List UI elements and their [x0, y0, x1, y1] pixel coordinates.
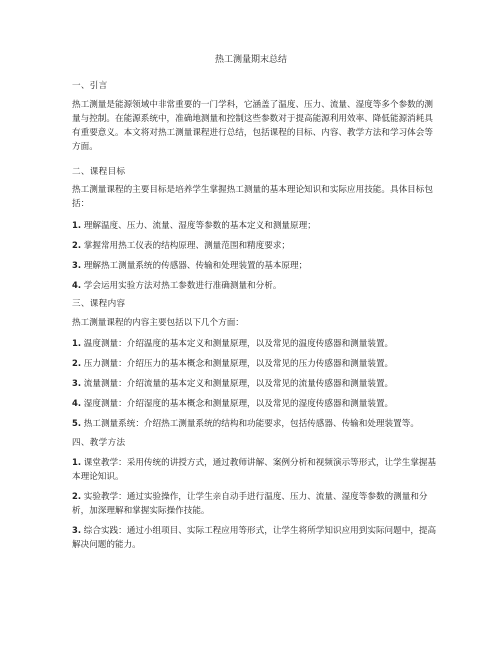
list-item-text: 湿度测量：介绍湿度的基本概念和测量原理，以及常见的湿度传感器和测量装置。 — [83, 399, 394, 409]
section-heading: 二、课程目标 — [72, 167, 126, 177]
list-item-number: 4. — [72, 280, 82, 290]
list-item-number: 4. — [72, 398, 82, 408]
list-item-text: 温度测量：介绍温度的基本定义和测量原理，以及常见的温度传感器和测量装置。 — [83, 339, 394, 349]
list-item-number: 1. — [72, 338, 82, 348]
list-item — [72, 258, 438, 273]
list-item-text: 掌握常用热工仪表的结构原理、测量范围和精度要求； — [83, 241, 291, 251]
document-title: 热工测量期末总结 — [214, 55, 287, 65]
section-paragraph — [72, 183, 438, 211]
list-item — [72, 336, 438, 351]
section-course-goals — [72, 165, 438, 179]
list-item-number: 1. — [72, 457, 82, 467]
list-item — [72, 356, 438, 371]
list-item — [72, 523, 438, 552]
list-item — [72, 376, 438, 391]
list-item — [72, 489, 438, 518]
section-paragraph — [72, 98, 438, 154]
list-item-text: 流量测量：介绍流量的基本定义和测量原理，以及常见的流量传感器和测量装置。 — [83, 379, 394, 389]
list-item-text: 压力测量：介绍压力的基本概念和测量原理，以及常见的压力传感器和测量装置。 — [83, 359, 394, 369]
list-item-number: 2. — [72, 240, 82, 250]
list-item — [72, 396, 438, 411]
list-item-number: 5. — [72, 418, 82, 428]
list-item-text: 理解热工测量系统的传感器、传输和处理装置的基本原理； — [83, 261, 308, 271]
list-item-number: 1. — [72, 220, 82, 230]
list-item-number: 3. — [72, 260, 82, 270]
list-item — [72, 455, 438, 484]
list-item-number: 2. — [72, 491, 82, 501]
section-heading: 四、教学方法 — [72, 438, 126, 448]
list-item-text: 理解温度、压力、流量、湿度等参数的基本定义和测量原理； — [83, 221, 316, 231]
section-course-content — [72, 297, 438, 311]
section-heading: 三、课程内容 — [72, 299, 126, 309]
list-item-text: 实验教学：通过实验操作，让学生亲自动手进行温度、压力、流量、湿度等参数的测量和分析，加深理解和掌握实际操作技能。 — [72, 492, 428, 516]
list-item-text: 学会运用实验方法对热工参数进行准确测量和分析。 — [83, 281, 282, 291]
list-item — [72, 278, 438, 293]
list-item-number: 3. — [72, 525, 82, 535]
section-heading: 一、引言 — [72, 81, 108, 91]
list-item — [72, 416, 438, 431]
paragraph-text: 热工测量是能源领域中非常重要的一门学科，它涵盖了温度、压力、流量、湿度等多个参数的测量与控制。在能源系统中，准确地测量和控制这些参数对于提高能源利用效率、降低能源消耗具有重要意义。本文将对热工测量课程进行总结，包括课程的目标、内容、教学方法和学习体会等方面。 — [72, 100, 433, 152]
list-item-number: 2. — [72, 358, 82, 368]
paragraph-text: 热工测量课程的主要目标是培养学生掌握热工测量的基本理论知识和实际应用技能。具体目标包括： — [72, 185, 433, 209]
list-item-text: 综合实践：通过小组项目、实际工程应用等形式，让学生将所学知识应用到实际问题中，提高解决问题的能力。 — [72, 526, 437, 550]
list-item — [72, 238, 438, 253]
section-introduction — [72, 79, 438, 93]
list-item-text: 课堂教学：采用传统的讲授方式，通过教师讲解、案例分析和视频演示等形式，让学生掌握基本理论知识。 — [72, 458, 437, 482]
list-item-text: 热工测量系统：介绍热工测量系统的结构和功能要求，包括传感器、传输和处理装置等。 — [83, 419, 419, 429]
section-teaching-methods — [72, 436, 438, 450]
paragraph-text: 热工测量课程的内容主要包括以下几个方面： — [72, 318, 244, 328]
section-paragraph — [72, 316, 438, 330]
list-item-number: 3. — [72, 378, 82, 388]
list-item — [72, 218, 438, 233]
